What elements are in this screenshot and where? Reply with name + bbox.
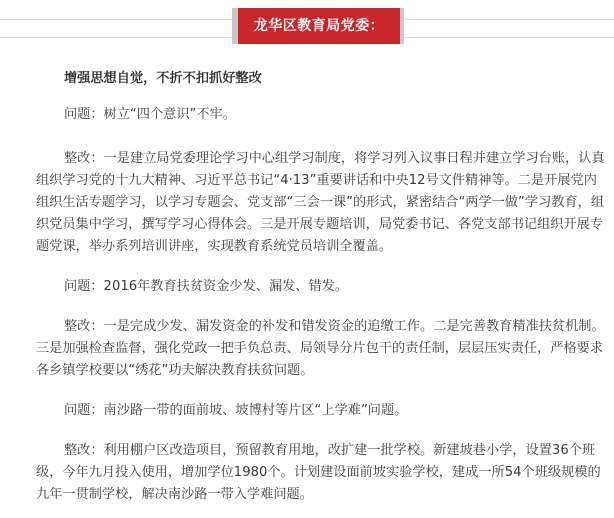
section-heading: 增强思想自觉，不折不扣抓好整改	[64, 71, 262, 86]
rectification-paragraph-1: 整改：一是建立局党委理论学习中心组学习制度，将学习列入议事日程并建立学习台账，认真组织学习党的十九大精神、习近平总书记“4·13”重要讲话和中央12号文件精神等。二是开展党内组织生活专题学习，以学习专题会、党支部“三会一课”的形式，紧密结合“两学一做”学习教育，组织党员集中学习，撰写学习心得体会。三是开展专题培训，局党委书记、各党支部书记组织开展专题党课，举办系列培训讲座，实现教育系统党员培训全覆盖。	[36, 151, 605, 254]
header-banner	[0, 8, 614, 48]
rectification-paragraph-2: 整改：一是完成少发、漏发资金的补发和错发资金的追缴工作。二是完善教育精准扶贫机制。三是加强检查监督，强化党政一把手负总责、局领导分片包干的责任制，层层压实责任，严格要求各乡镇学校要以“绣花”功夫解决教育扶贫问题。	[36, 319, 605, 378]
banner-title: 龙华区教育局党委：	[238, 8, 400, 44]
issue-paragraph-2: 问题：2016年教育扶贫资金少发、漏发、错发。	[64, 279, 349, 294]
issue-paragraph-3: 问题：南沙路一带的面前坡、坡博村等片区“上学难”问题。	[64, 403, 408, 418]
issue-paragraph-1: 问题：树立“四个意识”不牢。	[64, 107, 236, 122]
rectification-paragraph-3: 整改：利用棚户区改造项目，预留教育用地，改扩建一批学校。新建坡巷小学，设置36个班级，今年九月投入使用，增加学位1980个。计划建设面前坡实验学校，建成一所54个班级规模的九年一贯制学校，解决南沙路一带入学难问题。	[36, 443, 601, 502]
article-body	[36, 58, 608, 506]
